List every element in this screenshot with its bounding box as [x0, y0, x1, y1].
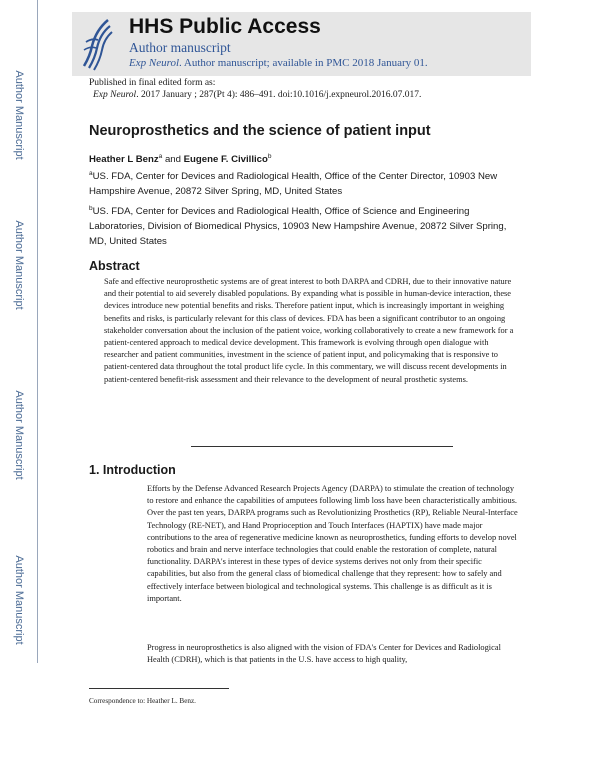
published-details: . 2017 January ; 287(Pt 4): 486–491. doi:10.1016/j.expneurol.2016.07.017. [136, 90, 422, 100]
side-label-1: Author Manuscript [13, 70, 25, 160]
author-list [89, 154, 272, 165]
abstract-divider [191, 446, 453, 447]
author-1-sup: a [158, 153, 163, 160]
side-label-4: Author Manuscript [13, 555, 25, 645]
affiliation-a-sup: a [89, 170, 93, 177]
pmc-availability [129, 57, 428, 69]
affiliation-b-sup: b [89, 205, 93, 212]
affiliation-b-text: US. FDA, Center for Devices and Radiological Health, Office of Science and Engineering Laboratories, Division of Biomedical Physics, 10903 New Hampshire Avenue, 20872 Silver Spring, MD, United States [89, 206, 507, 247]
author-conjunction: and [162, 154, 184, 165]
side-label-3: Author Manuscript [13, 390, 25, 480]
introduction-paragraph-2: Progress in neuroprosthetics is also aligned with the vision of FDA's Center for Devices and Radiological Health (CDRH), which is that patients in the U.S. have access to high quality, [147, 643, 501, 665]
side-label-2: Author Manuscript [13, 220, 25, 310]
header-availability: . Author manuscript; available in PMC 2018 January 01. [179, 57, 428, 69]
margin-rule [37, 0, 38, 663]
introduction-paragraph-1: Efforts by the Defense Advanced Research Projects Agency (DARPA) to stimulate the creation of technology to restore and enhance the capabilities of amputees following limb loss have been characteristically ambitious. Over the past ten years, DARPA programs such as Revolutionizing Prosthetics (RP), Reliable Neural-Interface Technology (RE-NET), and Hand Proprioception and Touch Interfaces (HAPTIX) have made major contributions to the area of regenerative medicine known as neuroprosthetics, funding efforts to develop novel robotics and brain and nerve interface technologies that could enable the restoration of complete, natural functionality. DARPA's interest in these types of device systems derives not only from their specific capabilities, but also from the general class of biomedical challenge that they represent: how to safely and effectively interface between biological and technological systems. This challenge is as difficult as it is important. [147, 484, 518, 603]
header-journal: Exp Neurol [129, 57, 179, 69]
correspondence-footnote: Correspondence to: Heather L. Benz. [89, 697, 196, 705]
author-2-sup: b [267, 153, 272, 160]
affiliation-a-text: US. FDA, Center for Devices and Radiological Health, Office of the Center Director, 10903 New Hampshire Avenue, 20872 Silver Spring, MD, United States [89, 171, 498, 197]
abstract-heading: Abstract [89, 259, 140, 273]
published-label: Published in final edited form as: [89, 78, 216, 88]
author-2: Eugene F. Civillico [183, 154, 268, 165]
affiliation-a [89, 169, 509, 199]
affiliation-b [89, 204, 509, 249]
abstract-text: Safe and effective neuroprosthetic systems are of great interest to both DARPA and CDRH, due to their innovative nature and their potential to aid severely disabled populations. By expanding what is possible in human-device interaction, these devices introduce new potential benefits and risks. Therefore patient input, which is increasingly important in weighing benefits and risks, is particularly relevant for this class of devices. FDA has been a significant contributor to an ongoing stakeholder conversation about the inclusion of the patient voice, working collaboratively to create a new framework for a patient-centered approach to medical device development. This framework is evolving through open dialogue with researcher and patient communities, investment in the science of patient input, and policymaking that is responsive to patient-centered data throughout the total product life cycle. In this commentary, we will discuss recent developments in patient-centered benefit-risk assessment and their relevance to the development of neural prosthetic systems. [104, 277, 514, 384]
article-title: Neuroprosthetics and the science of patient input [89, 123, 431, 139]
footnote-divider [89, 688, 229, 689]
author-1: Heather L Benz [89, 154, 159, 165]
hhs-eagle-logo-icon [78, 16, 118, 72]
author-manuscript-subtitle: Author manuscript [129, 40, 231, 55]
introduction-heading: 1. Introduction [89, 463, 176, 477]
hhs-public-access-title: HHS Public Access [129, 15, 321, 38]
published-citation [93, 90, 421, 100]
published-journal: Exp Neurol [93, 90, 137, 100]
